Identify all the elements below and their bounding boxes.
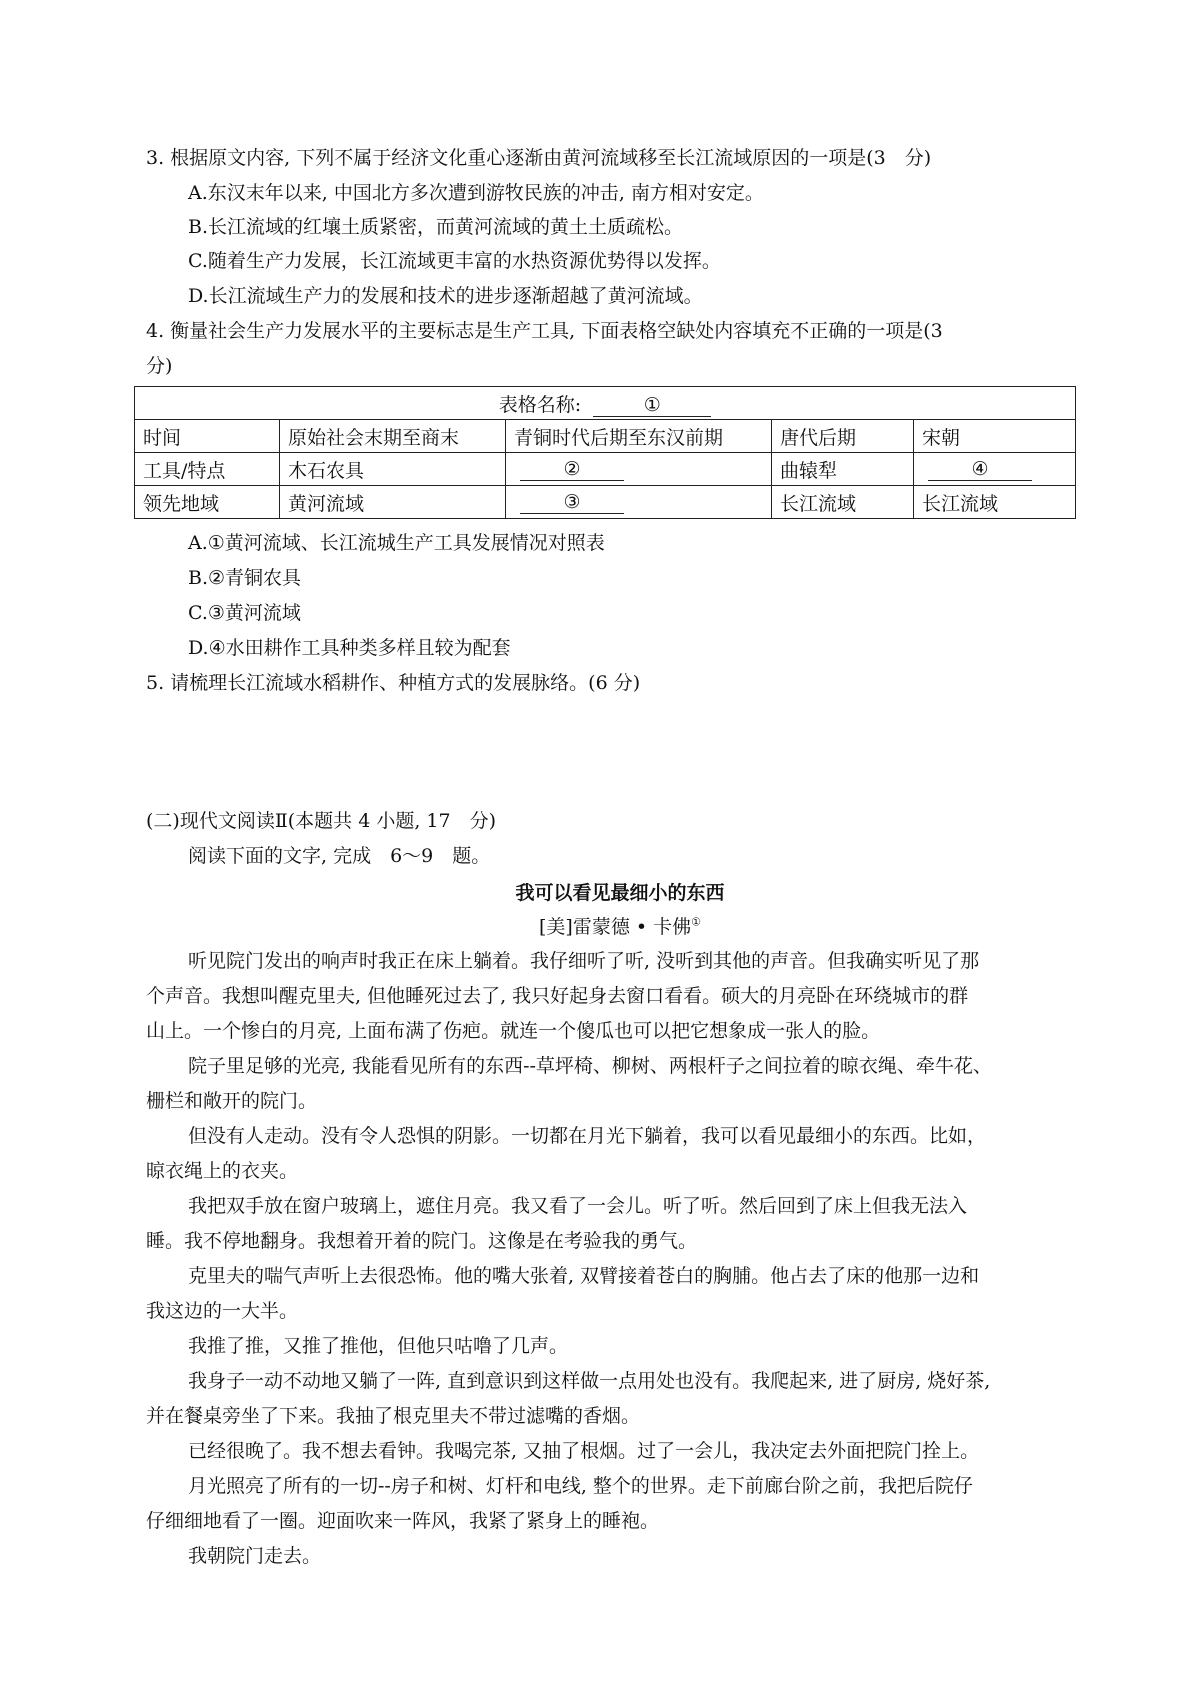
table-cell: 原始社会末期至商末 [280,420,506,453]
passage-line: 我朝院门走去。 [188,1545,322,1567]
q3-option-d: D.长江流域生产力的发展和技术的进步逐渐超越了黄河流域。 [188,285,703,307]
passage-author-line [0,914,1200,940]
table-cell: 木石农具 [280,453,506,486]
q4-stem-line2: 分) [146,355,173,377]
table-cell: 黄河流域 [280,486,506,519]
q3-stem: 3. 根据原文内容, 下列不属于经济文化重心逐渐由黄河流域移至长江流域原因的一项是(3 分) [146,147,932,169]
table-cell: 宋朝 [914,420,1076,453]
passage-line: 我身子一动不动地又躺了一阵, 直到意识到这样做一点用处也没有。我爬起来, 进了厨房, 烧好茶, [188,1370,991,1392]
table-cell: 长江流域 [914,486,1076,519]
table-row [135,420,1076,453]
passage-line: 我这边的一大半。 [146,1300,299,1322]
passage-line: 院子里足够的光亮, 我能看见所有的东西--草坪椅、柳树、两根杆子之间拉着的晾衣绳、牵牛花、 [188,1055,992,1077]
passage-line: 但没有人走动。没有令人恐惧的阴影。一切都在月光下躺着，我可以看见最细小的东西。比如， [188,1125,987,1147]
passage-line: 睡。我不停地翻身。我想着开着的院门。这像是在考验我的勇气。 [146,1230,698,1252]
table-blank: ② [520,458,624,481]
table-cell: 领先地域 [135,486,280,519]
q3-option-b: B.长江流域的红壤土质紧密，而黄河流域的黄土土质疏松。 [188,216,684,238]
table-caption [135,387,1076,420]
table-cell: 时间 [135,420,280,453]
q5-stem: 5. 请梳理长江流域水稻耕作、种植方式的发展脉络。(6 分) [146,672,641,694]
author-footnote-marker: ① [691,915,701,929]
table-cell [506,486,772,519]
q4-option-b: B.②青铜农具 [188,567,302,589]
passage-line: 仔细细地看了一圈。迎面吹来一阵风，我紧了紧身上的睡袍。 [146,1510,660,1532]
table-cell: 青铜时代后期至东汉前期 [506,420,772,453]
passage-line: 月光照亮了所有的一切--房子和树、灯杆和电线, 整个的世界。走下前廊台阶之前，我把后院仔 [188,1475,973,1497]
table-caption-label: 表格名称: [498,393,582,416]
passage-line: 我推了推，又推了推他，但他只咕噜了几声。 [188,1335,569,1357]
q4-option-a: A.①黄河流域、长江流城生产工具发展情况对照表 [188,532,605,554]
q4-option-c: C.③黄河流域 [188,602,301,624]
q4-table [134,386,1076,519]
table-cell: 长江流域 [772,486,914,519]
passage-title: 我可以看见最细小的东西 [515,882,725,904]
passage-line: 个声音。我想叫醒克里夫, 但他睡死过去了, 我只好起身去窗口看看。硕大的月亮卧在环绕城市的群 [146,985,969,1007]
passage-line: 听见院门发出的响声时我正在床上躺着。我仔细听了听, 没听到其他的声音。但我确实听见了那 [188,950,980,972]
passage-line: 我把双手放在窗户玻璃上，遮住月亮。我又看了一会儿。听了听。然后回到了床上但我无法入 [188,1195,968,1217]
table-row [135,486,1076,519]
table-cell: 曲辕犁 [772,453,914,486]
passage-line: 山上。一个惨白的月亮, 上面布满了伤疤。就连一个傻瓜也可以把它想象成一张人的脸。 [146,1020,881,1042]
passage-author: [美]雷蒙德 • 卡佛 [539,916,692,938]
passage-line: 已经很晚了。我不想去看钟。我喝完茶, 又抽了根烟。过了一会儿，我决定去外面把院门拴上。 [188,1440,980,1462]
table-cell: 唐代后期 [772,420,914,453]
section-heading: (二)现代文阅读Ⅱ(本题共 4 小题, 17 分) [146,810,496,832]
passage-line: 栅栏和敞开的院门。 [146,1090,318,1112]
table-cell [914,453,1076,486]
q3-option-a: A.东汉末年以来, 中国北方多次遭到游牧民族的冲击, 南方相对安定。 [188,182,764,204]
table-caption-row [135,387,1076,420]
table-cell [506,453,772,486]
q4-option-d: D.④水田耕作工具种类多样且较为配套 [188,637,511,659]
passage-line: 晾衣绳上的衣夹。 [146,1160,299,1182]
table-row [135,453,1076,486]
table-blank: ③ [520,491,624,514]
section-instruction: 阅读下面的文字, 完成 6～9 题。 [188,845,491,867]
q4-stem-line1: 4. 衡量社会生产力发展水平的主要标志是生产工具, 下面表格空缺处内容填充不正确的一项是(3 [146,320,943,342]
passage-line: 并在餐桌旁坐了下来。我抽了根克里夫不带过滤嘴的香烟。 [146,1405,641,1427]
table-blank: ④ [928,458,1032,481]
passage-line: 克里夫的喘气声听上去很恐怖。他的嘴大张着, 双臂接着苍白的胸脯。他占去了床的他那一边和 [188,1265,980,1287]
table-caption-blank: ① [593,394,711,417]
table-cell: 工具/特点 [135,453,280,486]
q3-option-c: C.随着生产力发展，长江流域更丰富的水热资源优势得以发挥。 [188,250,721,272]
